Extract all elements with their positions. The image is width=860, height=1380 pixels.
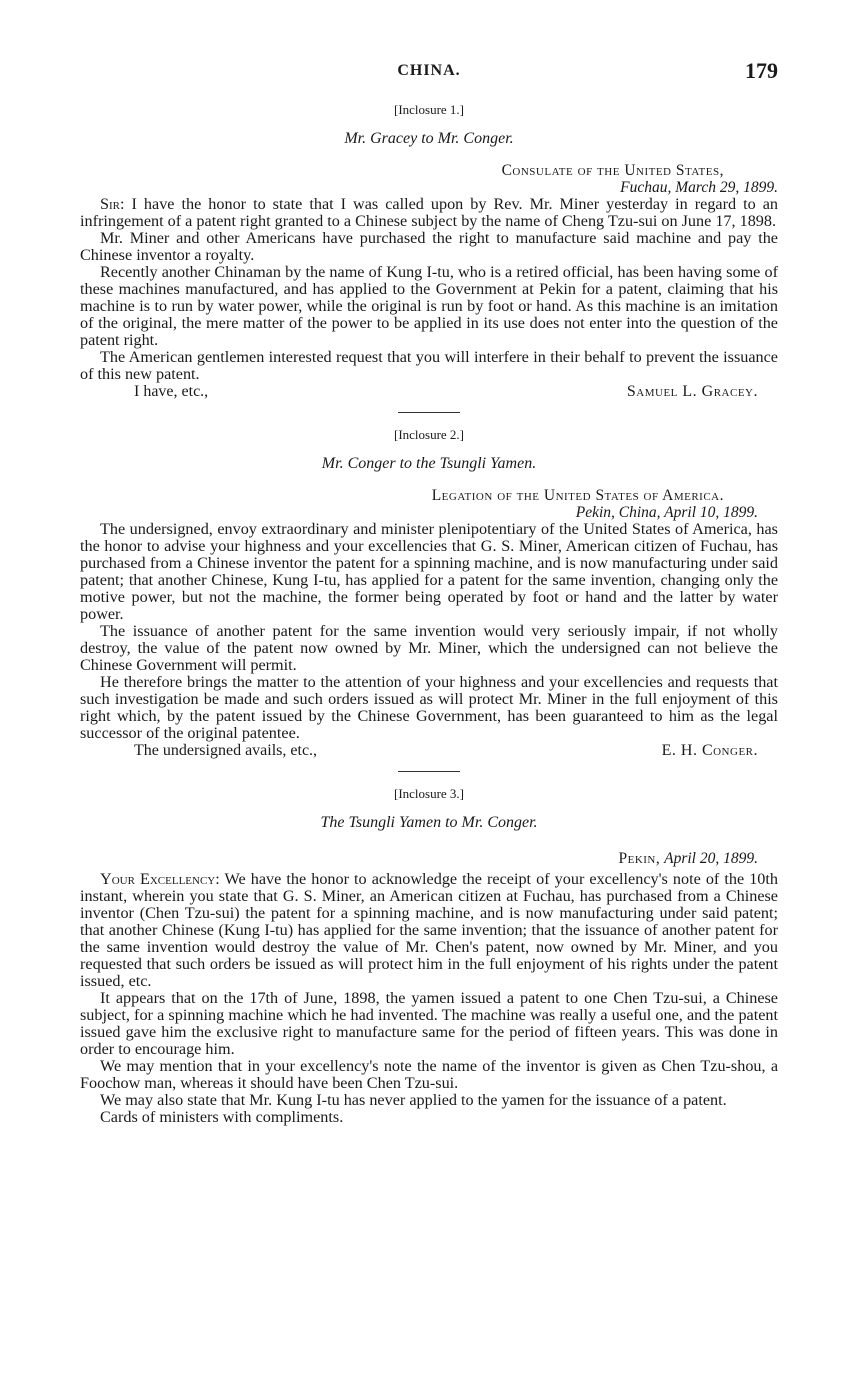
paragraph: Cards of ministers with compliments.: [100, 1108, 344, 1126]
paragraph: Your Excellency: We have the honor to acknowledge the receipt of your excellency's note of the 10th instant, wherein you state that G. S. Miner, an American citizen at Fuchau, has purchased from a Chinese inventor (Chen Tzu-sui) the patent for a spinning machine, and is now manufacturing under said patent; that another Chinese (Kung I-tu) has applied for the same invention; that the issuance of another patent for the same invention would destroy the value of Mr. Chen's patent, now owned by Mr. Miner, and you requested that such orders be issued as will protect him in the full enjoyment of his rights under the patent issued, etc.: [80, 870, 778, 990]
dateline: [80, 850, 778, 867]
paragraph: The American gentlemen interested request that you will interfere in their behalf to prevent the issuance of this new patent.: [80, 348, 778, 383]
inclosure-label: [Inclosure 3.]: [393, 786, 465, 801]
page-header: [80, 58, 778, 88]
dateline-place: Legation of the United States of America.: [431, 487, 724, 504]
paragraph: The issuance of another patent for the same invention would very seriously impair, if not wholly destroy, the value of the patent now owned by Mr. Miner, which the undersigned can not believe the Chinese Government will permit.: [80, 622, 778, 674]
paragraph: The undersigned, envoy extraordinary and minister plenipotentiary of the United States of America, has the honor to advise your highness and your excellencies that G. S. Miner, American citizen of Fuchau, has purchased from a Chinese inventor the patent for a spinning machine, and is now manufacturing under said patent; that another Chinese, Kung I-tu, has applied for a patent for the same invention, changing only the motive power, but not the machine, the former being operated by foot or hand and the latter by water power.: [80, 520, 778, 623]
dateline-date: Fuchau, March 29, 1899.: [620, 179, 778, 196]
paragraph: We may mention that in your excellency's note the name of the inventor is given as Chen Tzu-shou, a Foochow man, whereas it should have been Chen Tzu-sui.: [80, 1057, 778, 1092]
running-title: CHINA.: [397, 62, 461, 79]
paragraph: It appears that on the 17th of June, 1898, the yamen issued a patent to one Chen Tzu-sui, a Chinese subject, for a spinning machine which he had invented. The machine was really a useful one, and the patent issued gave him the exclusive right to manufacture same for the period of fifteen years. This was done in order to encourage him.: [80, 989, 778, 1058]
signoff: [80, 742, 778, 759]
section-divider: [398, 412, 460, 413]
signature: Samuel L. Gracey.: [626, 383, 758, 400]
closing: I have, etc.,: [134, 383, 209, 400]
inclosure-3: [80, 786, 778, 1126]
inclosure-2: [80, 427, 778, 772]
paragraph: He therefore brings the matter to the attention of your highness and your excellencies and requests that such investigation be made and such orders issued as will protect Mr. Miner in the full enjoyment of this right which, by the patent issued by the Chinese Government, has been guaranteed to him as the legal successor of the original patentee.: [80, 673, 778, 742]
paragraph: Sir: I have the honor to state that I was called upon by Rev. Mr. Miner yesterday in regard to an infringement of a patent right granted to a Chinese subject by the name of Cheng Tzu-sui on June 17, 1898.: [80, 195, 778, 230]
dateline-date: Pekin, China, April 10, 1899.: [575, 504, 758, 521]
letter-title: The Tsungli Yamen to Mr. Conger.: [320, 814, 538, 831]
inclosure-label: [Inclosure 2.]: [393, 427, 465, 442]
document-page: [80, 58, 778, 1126]
inclosure-1: [80, 102, 778, 413]
signoff: [80, 383, 778, 400]
paragraph: Mr. Miner and other Americans have purchased the right to manufacture said machine and pay the Chinese inventor a royalty.: [80, 229, 778, 264]
section-divider: [398, 771, 460, 772]
dateline-place: Pekin,: [618, 850, 661, 867]
salutation: Your Excellency:: [100, 870, 220, 888]
letter-title: Mr. Gracey to Mr. Conger.: [344, 130, 514, 147]
dateline-place: Consulate of the United States,: [501, 162, 724, 179]
page-number: 179: [745, 58, 778, 83]
signature: E. H. Conger.: [661, 742, 758, 759]
inclosure-label: [Inclosure 1.]: [393, 102, 465, 117]
dateline-date: April 20, 1899.: [664, 850, 758, 867]
paragraph: We may also state that Mr. Kung I-tu has never applied to the yamen for the issuance of a patent.: [100, 1091, 727, 1109]
salutation: Sir:: [100, 195, 125, 213]
paragraph: Recently another Chinaman by the name of Kung I-tu, who is a retired official, has been having some of these machines manufactured, and has applied to the Government at Pekin for a patent, claiming that his machine is to run by water power, while the original is run by foot or hand. As this machine is an imitation of the original, the mere matter of the power to be applied in its use does not enter into the question of the patent right.: [80, 263, 778, 349]
letter-title: Mr. Conger to the Tsungli Yamen.: [321, 455, 537, 472]
closing: The undersigned avails, etc.,: [134, 742, 318, 759]
